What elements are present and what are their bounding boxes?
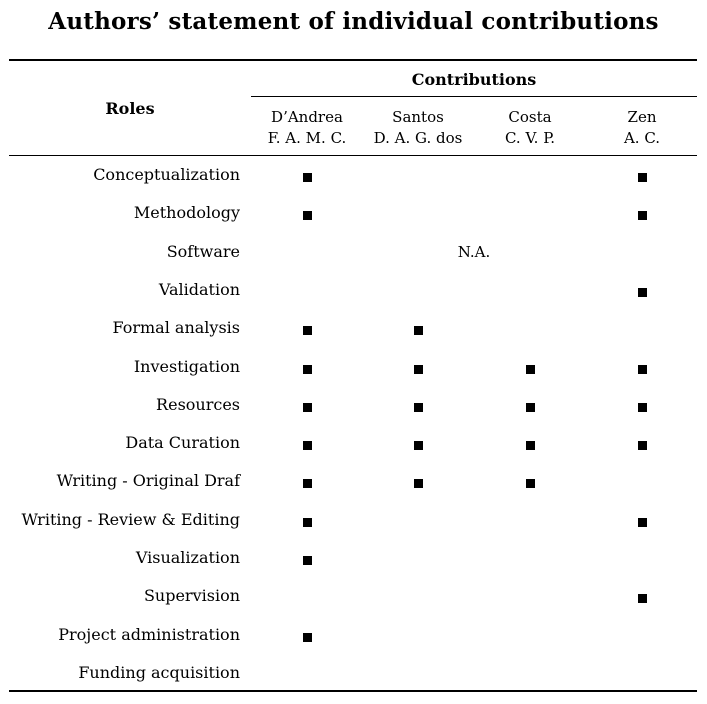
contribution-mark: [303, 173, 312, 182]
author-header: [587, 107, 697, 149]
contributions-rule: [251, 96, 697, 97]
header-rule: [9, 155, 697, 156]
author-surname: Costa: [508, 108, 552, 126]
bottom-rule: [9, 690, 697, 692]
contribution-mark: [638, 365, 647, 374]
top-rule: [9, 59, 697, 61]
table-title: Authors’ statement of individual contributions: [48, 8, 659, 35]
role-label: Writing - Original Draf: [56, 471, 240, 491]
author-header: [363, 107, 473, 149]
contribution-mark: [414, 479, 423, 488]
contribution-mark: [638, 594, 647, 603]
author-header: [475, 107, 585, 149]
contribution-mark: [638, 173, 647, 182]
contribution-mark: [303, 633, 312, 642]
contribution-mark: [303, 518, 312, 527]
role-label: Methodology: [133, 203, 240, 223]
role-label: Funding acquisition: [78, 662, 240, 682]
role-label: Writing - Review & Editing: [21, 509, 240, 529]
contribution-mark: [638, 403, 647, 412]
role-label: Data Curation: [125, 433, 240, 453]
role-label: Resources: [156, 394, 240, 414]
contribution-mark: [303, 211, 312, 220]
contribution-mark: [414, 326, 423, 335]
role-label: Validation: [158, 279, 240, 299]
contribution-mark: [414, 403, 423, 412]
contribution-mark: [414, 365, 423, 374]
author-surname: D’Andrea: [271, 108, 343, 126]
contribution-mark: [526, 441, 535, 450]
role-label: Project administration: [58, 624, 240, 644]
author-initials: C. V. P.: [504, 129, 556, 147]
author-surname: Zen: [627, 108, 657, 126]
contribution-mark: [638, 441, 647, 450]
author-header: [252, 107, 362, 149]
contribution-mark: [303, 556, 312, 565]
contribution-mark: [638, 211, 647, 220]
author-initials: F. A. M. C.: [267, 129, 347, 147]
author-surname: Santos: [392, 108, 444, 126]
author-initials: D. A. G. dos: [373, 129, 463, 147]
contribution-mark: [414, 441, 423, 450]
role-label: Investigation: [133, 356, 240, 376]
roles-header: Roles: [105, 99, 155, 118]
role-label: Visualization: [135, 548, 240, 567]
role-label: Supervision: [143, 586, 240, 606]
contributions-header: Contributions: [411, 70, 537, 89]
contribution-mark: [638, 288, 647, 297]
author-initials: A. C.: [623, 129, 661, 147]
contribution-mark: [303, 441, 312, 450]
contribution-mark: [638, 518, 647, 527]
role-label: Conceptualization: [93, 165, 240, 184]
contribution-mark: [526, 479, 535, 488]
contribution-mark: [303, 365, 312, 374]
contribution-mark: [303, 479, 312, 488]
contribution-mark: [303, 403, 312, 412]
role-label: Formal analysis: [112, 318, 240, 338]
not-applicable-note: N.A.: [457, 242, 491, 261]
contribution-mark: [526, 403, 535, 412]
contribution-mark: [526, 365, 535, 374]
contribution-mark: [303, 326, 312, 335]
role-label: Software: [166, 241, 240, 261]
